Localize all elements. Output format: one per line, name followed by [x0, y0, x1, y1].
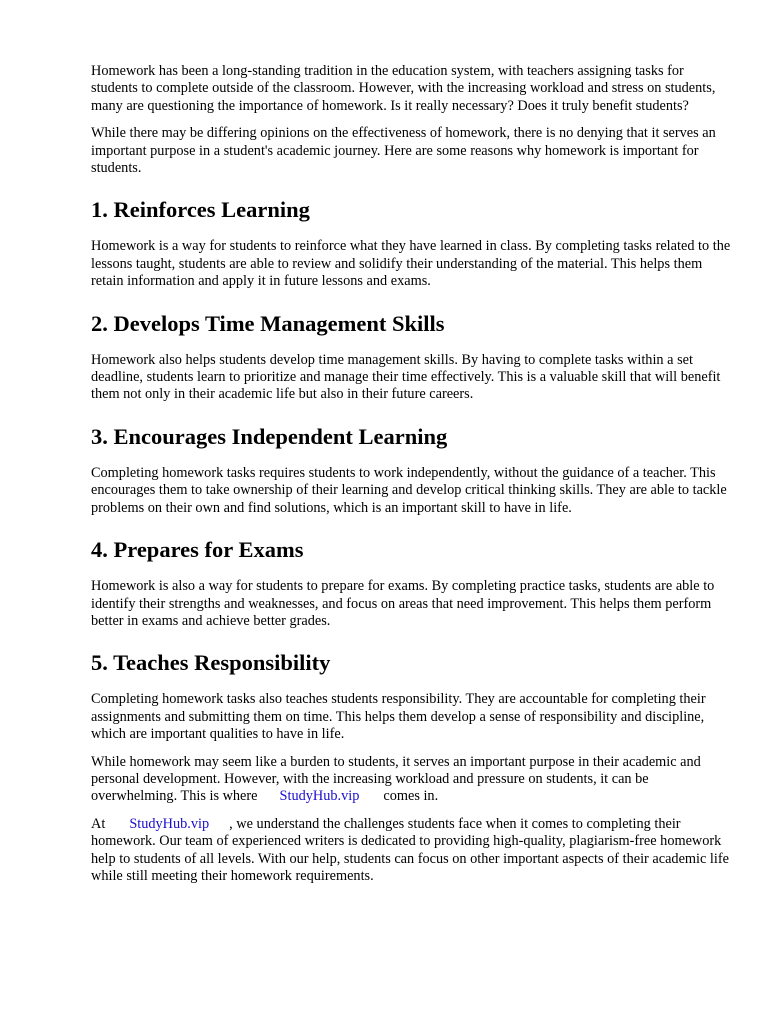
section-heading-3: 3. Encourages Independent Learning — [91, 423, 448, 449]
section-body-3: Completing homework tasks requires students to work independently, without the guidance of a teacher. This encourages them to take ownership of their learning and develop critical thinking skills. They are able to tackle problems on their own and find solutions, which is an important skill to have in life. — [91, 464, 727, 516]
section-heading-2: 2. Develops Time Management Skills — [91, 310, 445, 336]
studyhub-link-1[interactable]: StudyHub.vip — [279, 788, 360, 805]
conclusion-text: While homework may seem like a burden to students, it serves an important purpose in their academic and personal development. However, with the increasing workload and pressure on students, it can be overwhelming. This is where — [91, 753, 701, 805]
closing-prefix: At — [91, 815, 106, 832]
section-heading-4: 4. Prepares for Exams — [91, 537, 304, 563]
studyhub-link-2[interactable]: StudyHub.vip — [129, 815, 210, 832]
conclusion-paragraph — [91, 754, 731, 806]
conclusion-text-end: comes in. — [383, 788, 439, 805]
section-body-5: Completing homework tasks also teaches students responsibility. They are accountable for completing their assignments and submitting them on time. This helps them develop a sense of responsibility and discipline, which are important qualities to have in life. — [91, 691, 706, 743]
section-body-4: Homework is also a way for students to prepare for exams. By completing practice tasks, students are able to identify their strengths and weaknesses, and focus on areas that need improvement. This helps them perform better in exams and achieve better grades. — [91, 578, 715, 629]
document-page — [91, 60, 731, 885]
section-body-2: Homework also helps students develop time management skills. By having to complete tasks within a set deadline, students learn to prioritize and manage their time effectively. This is a valuable skill that will benefit them not only in their academic life but also in their future careers. — [91, 351, 721, 403]
closing-text: , we understand the challenges students face when it comes to completing their homework. Our team of experienced writers is dedicated to providing high-quality, plagiarism-free homework help to students of all levels. With our help, students can focus on other important aspects of their academic life while still meeting their homework requirements. — [91, 815, 729, 884]
section-heading-5: 5. Teaches Responsibility — [91, 650, 331, 676]
section-body-1: Homework is a way for students to reinforce what they have learned in class. By completing tasks related to the lessons taught, students are able to review and solidify their understanding of the material. This helps them retain information and apply it in future lessons and exams. — [91, 238, 731, 290]
section-heading-1: 1. Reinforces Learning — [91, 197, 310, 223]
closing-paragraph — [91, 816, 731, 886]
intro-paragraph-2: While there may be differing opinions on the effectiveness of homework, there is no denying that it serves an important purpose in a student's academic journey. Here are some reasons why homework is important for students. — [91, 125, 716, 177]
intro-paragraph-1: Homework has been a long-standing tradition in the education system, with teachers assigning tasks for students to complete outside of the classroom. However, with the increasing workload and stress on students, many are questioning the importance of homework. Is it really necessary? Does it truly benefit students? — [91, 63, 716, 114]
